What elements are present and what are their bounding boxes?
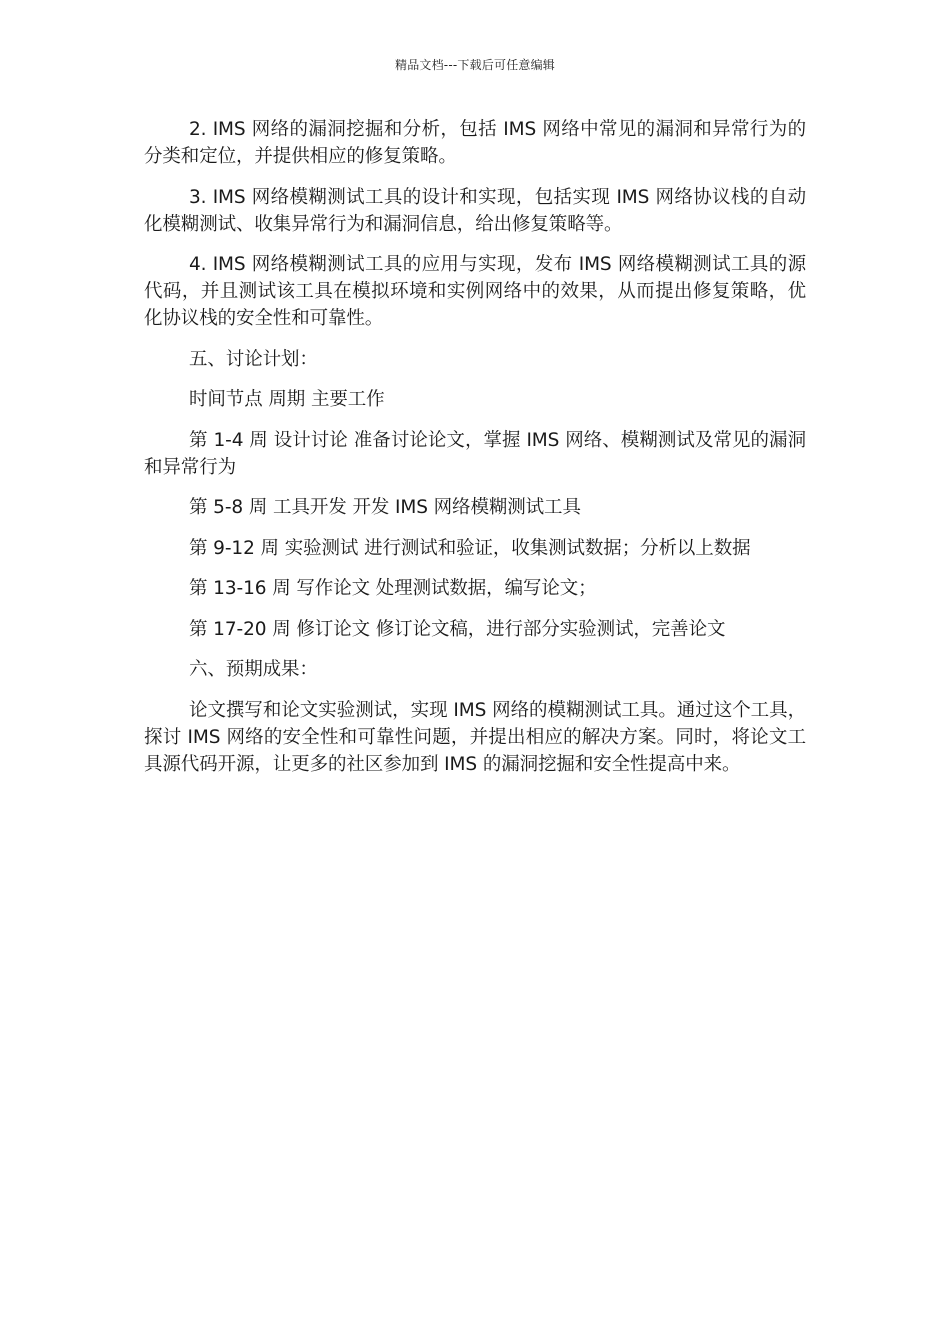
section-heading-expected-results: 六、预期成果： [189, 659, 318, 680]
schedule-row-weeks-1-4: 第 1-4 周 设计讨论 准备讨论论文，掌握 IMS 网络、模糊测试及常见的漏洞和异常行为 [144, 429, 806, 478]
paragraph-item-2: 2. IMS 网络的漏洞挖掘和分析，包括 IMS 网络中常见的漏洞和异常行为的分类和定位，并提供相应的修复策略。 [144, 119, 806, 167]
schedule-row-weeks-13-16: 第 13-16 周 写作论文 处理测试数据，编写论文； [189, 578, 597, 599]
document-body [144, 116, 806, 791]
section-heading-discussion-plan: 五、讨论计划： [189, 348, 318, 370]
schedule-row-weeks-9-12: 第 9-12 周 实验测试 进行测试和验证，收集测试数据；分析以上数据 [189, 537, 751, 559]
schedule-header-row: 时间节点 周期 主要工作 [189, 389, 385, 410]
expected-results-paragraph: 论文撰写和论文实验测试，实现 IMS 网络的模糊测试工具。通过这个工具，探讨 IMS 网络的安全性和可靠性问题，并提出相应的解决方案。同时，将论文工具源代码开源，让更多的社区参加到 IMS 的漏洞挖掘和安全性提高中来。 [144, 699, 806, 775]
schedule-row-weeks-17-20: 第 17-20 周 修订论文 修订论文稿，进行部分实验测试，完善论文 [189, 618, 726, 640]
schedule-row-weeks-5-8: 第 5-8 周 工具开发 开发 IMS 网络模糊测试工具 [189, 497, 581, 518]
paragraph-item-4: 4. IMS 网络模糊测试工具的应用与实现，发布 IMS 网络模糊测试工具的源代码，并且测试该工具在模拟环境和实例网络中的效果，从而提出修复策略，优化协议栈的安全性和可靠性。 [144, 254, 806, 329]
paragraph-item-3: 3. IMS 网络模糊测试工具的设计和实现，包括实现 IMS 网络协议栈的自动化模糊测试、收集异常行为和漏洞信息，给出修复策略等。 [144, 186, 806, 235]
page-header-watermark: 精品文档---下载后可任意编辑 [395, 58, 555, 72]
